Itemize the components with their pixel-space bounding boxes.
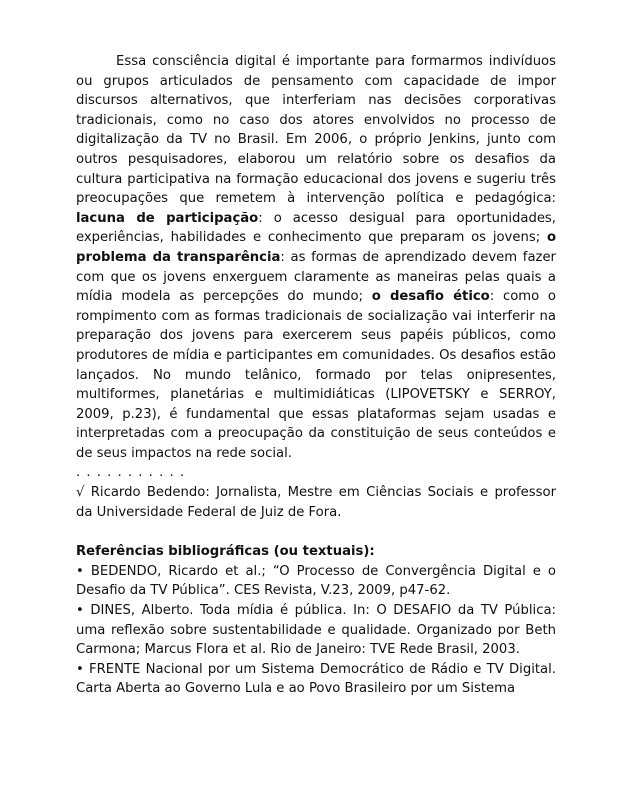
paragraph-text-3: : as formas de aprendizado devem fazer com que os jovens enxerguem claramente as maneiras pelas quais a mídia modela as percepções do mundo; bbox=[76, 249, 556, 305]
references-heading: Referências bibliográficas (ou textuais): bbox=[76, 544, 375, 560]
reference-item: • BEDENDO, Ricardo et al.; “O Processo de Convergência Digital e o Desafio da TV Pública”. CES Revista, V.23, 2009, p47-62. bbox=[76, 563, 556, 599]
term-participation-gap: lacuna de participação bbox=[76, 210, 259, 226]
separator-dots: . . . . . . . . . . . bbox=[76, 465, 186, 481]
document-body bbox=[76, 52, 556, 699]
reference-item: • DINES, Alberto. Toda mídia é pública. In: O DESAFIO da TV Pública: uma reflexão sobre sustentabilidade e qualidade. Organizado por Beth Carmona; Marcus Flora et al. Rio de Janeiro: TVE Rede Brasil, 2003. bbox=[76, 603, 556, 658]
spacer bbox=[76, 522, 556, 542]
paragraph-text-1: Essa consciência digital é importante para formarmos indivíduos ou grupos articulados de pensamento com capacidade de impor discursos alternativos, que interferiam nas decisões corporativas tradicionais, como no caso dos atores envolvidos no processo de digitalização da TV no Brasil. Em 2006, o próprio Jenkins, junto com outros pesquisadores, elaborou um relatório sobre os desafios da cultura participativa na formação educacional dos jovens e sugeriu três preocupações que remetem à intervenção política e pedagógica: bbox=[76, 54, 556, 207]
reference-item: • FRENTE Nacional por um Sistema Democrático de Rádio e TV Digital. Carta Aberta ao Governo Lula e ao Povo Brasileiro por um Sistema bbox=[76, 661, 556, 697]
author-note: √ Ricardo Bedendo: Jornalista, Mestre em Ciências Sociais e professor da Universidade Federal de Juiz de Fora. bbox=[76, 485, 556, 520]
main-paragraph bbox=[76, 52, 556, 463]
paragraph-text-4: : como o rompimento com as formas tradicionais de socialização vai interferir na preparação dos jovens para exercerem seus papéis públicos, como produtores de mídia e participantes em comunidades. Os desafios estão lançados. No mundo telânico, formado por telas onipresentes, multiformes, planetárias e multimidiáticas (LIPOVETSKY e SERROY, 2009, p.23), é fundamental que essas plataformas sejam usadas e interpretadas com a preocupação da constituição de seus conteúdos e de seus impactos na rede social. bbox=[76, 289, 556, 461]
term-ethical-challenge: o desafio ético bbox=[371, 289, 490, 305]
paragraph-text-2: : o acesso desigual para oportunidades, experiências, habilidades e conhecimento que preparam os jovens; bbox=[76, 210, 556, 246]
term-transparency-problem: o problema da transparência bbox=[76, 230, 556, 265]
